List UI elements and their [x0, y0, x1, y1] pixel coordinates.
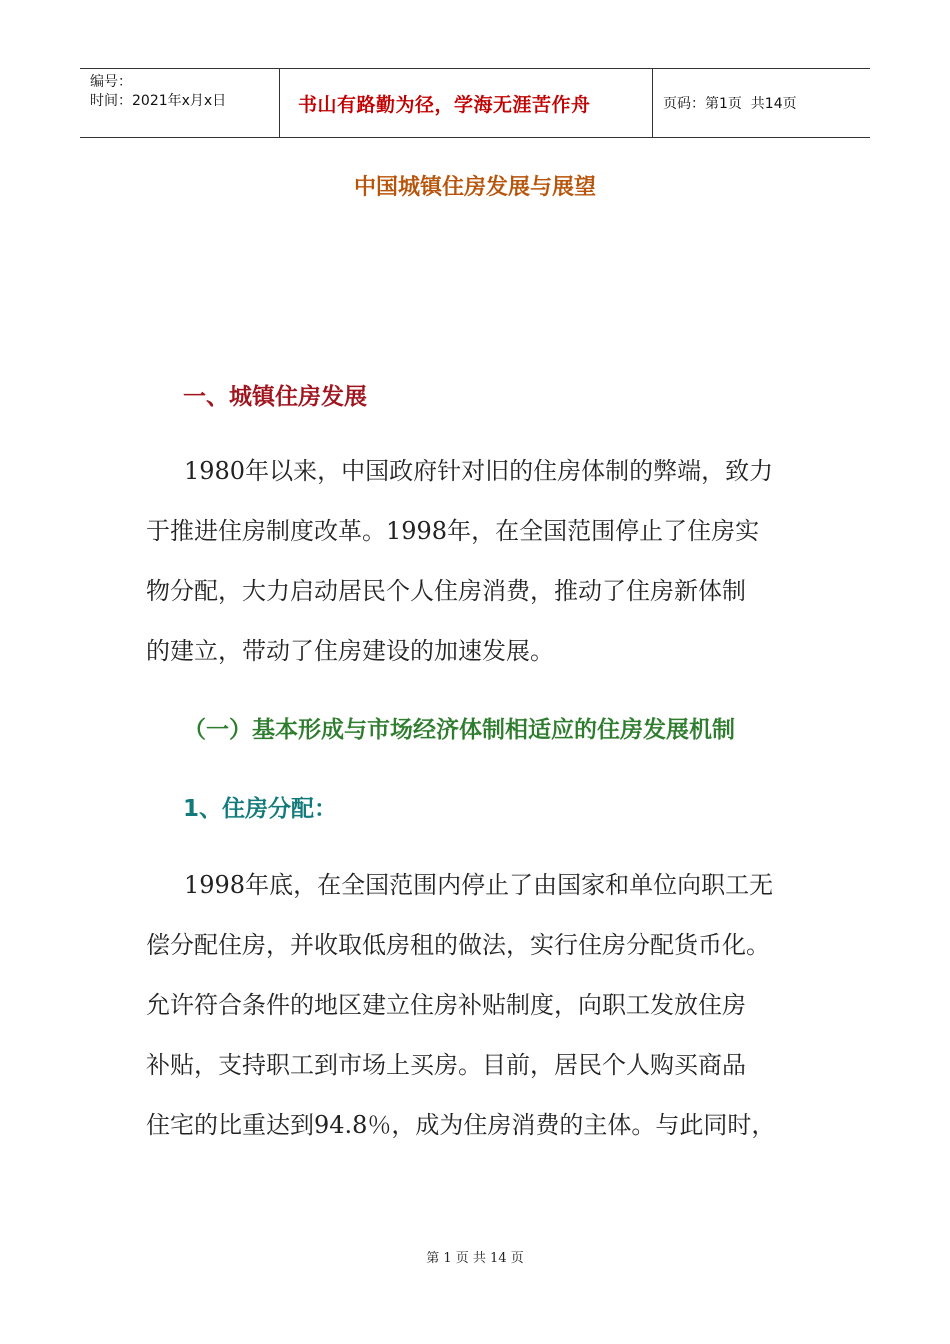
page-footer: 第 1 页 共 14 页	[426, 1251, 524, 1266]
paragraph-line: 的建立，带动了住房建设的加速发展。	[146, 637, 554, 665]
item1-paragraph	[146, 855, 806, 1155]
paragraph-line: 于推进住房制度改革。1998年，在全国范围停止了住房实	[146, 517, 760, 545]
paragraph-line: 允许符合条件的地区建立住房补贴制度，向职工发放住房	[146, 991, 746, 1019]
date-label: 时间：2021年x月x日	[90, 93, 227, 109]
paragraph-line: 偿分配住房，并收取低房租的做法，实行住房分配货币化。	[146, 931, 770, 959]
section-heading-1: 一、城镇住房发展	[183, 384, 367, 410]
paragraph-line: 补贴，支持职工到市场上买房。目前，居民个人购买商品	[146, 1051, 746, 1079]
section1-paragraph	[146, 441, 806, 681]
paragraph-line: 物分配，大力启动居民个人住房消费，推动了住房新体制	[146, 577, 746, 605]
header-meta-cell	[80, 69, 280, 137]
page-info: 页码：第1页 共14页	[663, 96, 797, 112]
motto-text: 书山有路勤为径，学海无涯苦作舟	[298, 93, 591, 116]
header-motto-cell	[280, 69, 653, 137]
paragraph-line: 1998年底，在全国范围内停止了由国家和单位向职工无	[184, 871, 774, 899]
header-page-cell	[653, 69, 870, 137]
subsection-heading-1: （一）基本形成与市场经济体制相适应的住房发展机制	[183, 717, 735, 743]
paragraph-line: 住宅的比重达到94.8％，成为住房消费的主体。与此同时，	[146, 1111, 776, 1139]
document-title: 中国城镇住房发展与展望	[353, 175, 596, 200]
document-header	[80, 68, 870, 138]
item-heading-1: 1、住房分配：	[183, 796, 338, 822]
paragraph-line: 1980年以来，中国政府针对旧的住房体制的弊端，致力	[184, 457, 774, 485]
number-label: 编号：	[90, 74, 132, 90]
